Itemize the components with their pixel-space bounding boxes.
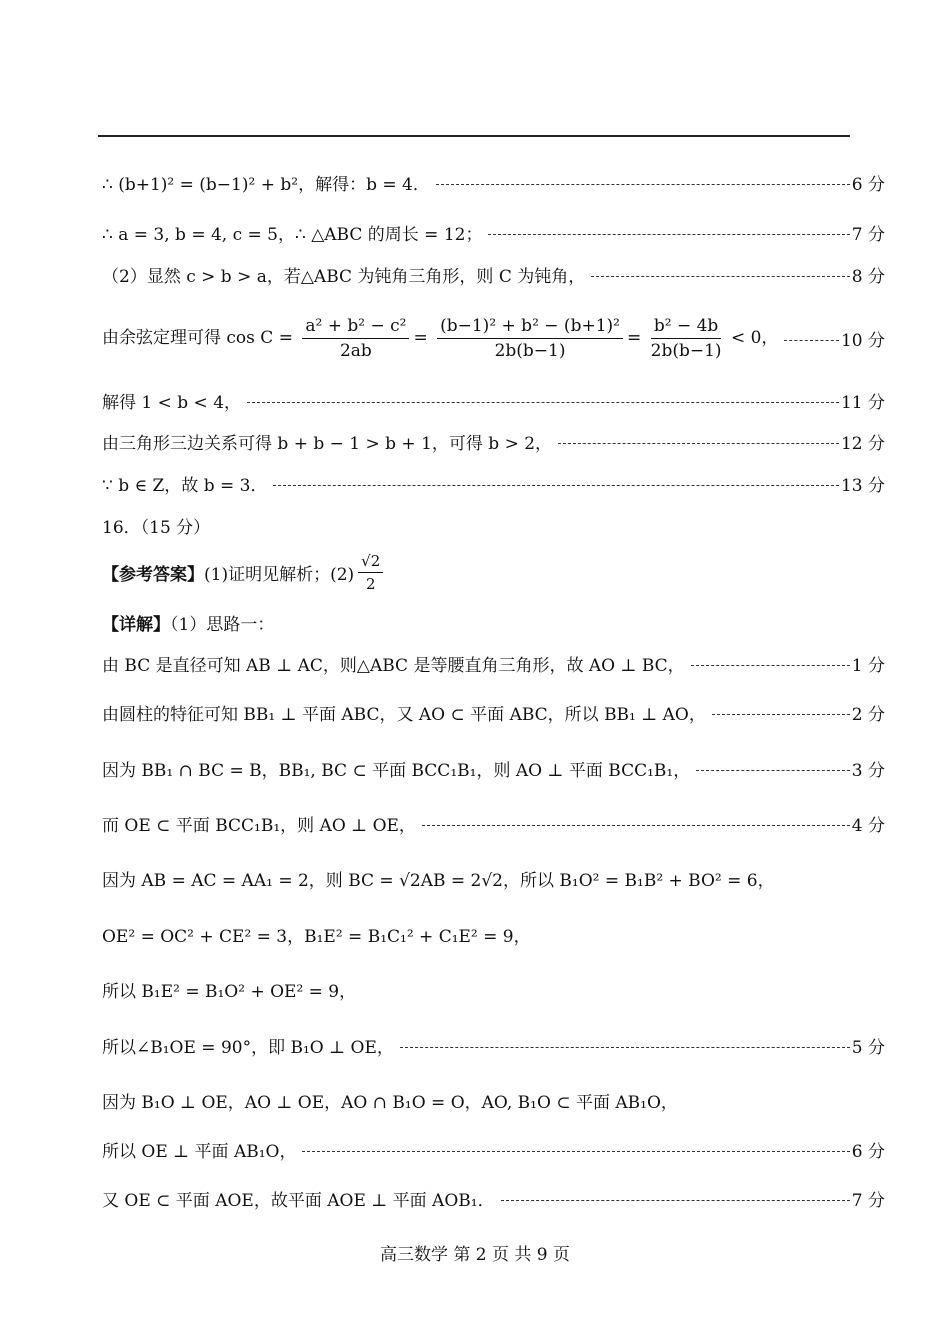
dotted-leader	[436, 184, 850, 185]
solution-line	[102, 756, 885, 781]
points-label: 7 分	[851, 225, 885, 245]
solution-line	[102, 1137, 885, 1162]
reference-answer	[102, 552, 387, 593]
detail-label: 【详解】	[102, 615, 170, 635]
dotted-leader	[273, 485, 838, 486]
line-text: 由 BC 是直径可知 AB ⊥ AC，则△ABC 是等腰直角三角形，故 AO ⊥ BC，	[102, 656, 685, 676]
plain-line: 因为 B₁O ⊥ OE，AO ⊥ OE，AO ∩ B₁O = O，AO, B₁O ⊂ 平面 AB₁O，	[102, 1093, 678, 1113]
points-label: 6 分	[851, 1142, 885, 1162]
fraction	[302, 316, 409, 361]
points-label: 2 分	[851, 705, 885, 725]
dotted-leader	[501, 1200, 850, 1201]
dotted-leader	[247, 402, 839, 403]
dotted-leader	[488, 234, 849, 235]
page-footer: 高三数学 第 2 页 共 9 页	[379, 1245, 571, 1265]
solution-line	[102, 811, 885, 836]
line-text: 因为 BB₁ ∩ BC = B，BB₁, BC ⊂ 平面 BCC₁B₁，则 AO ⊥ 平面 BCC₁B₁，	[102, 761, 691, 781]
dotted-leader	[400, 1047, 850, 1048]
points-label: 13 分	[840, 476, 885, 496]
fraction-denominator: 2	[365, 575, 376, 593]
header-rule	[98, 135, 850, 137]
detail-text: （1）思路一：	[170, 615, 275, 635]
line-text: ∴ (b+1)² = (b−1)² + b²，解得：b = 4．	[102, 175, 430, 195]
cosine-suffix: < 0，	[730, 327, 779, 348]
solution-line	[102, 700, 885, 725]
line-text: 由圆柱的特征可知 BB₁ ⊥ 平面 ABC，又 AO ⊂ 平面 ABC，所以 BB₁ ⊥ AO，	[102, 705, 706, 725]
plain-line: 所以 B₁E² = B₁O² + OE² = 9，	[102, 982, 357, 1002]
solution-line	[102, 1186, 885, 1211]
dotted-leader	[712, 714, 850, 715]
points-label: 4 分	[851, 816, 885, 836]
dotted-leader	[558, 443, 839, 444]
points-label: 5 分	[851, 1038, 885, 1058]
dotted-leader	[422, 825, 850, 826]
fraction-numerator: a² + b² − c²	[302, 316, 409, 339]
solution-line	[102, 262, 885, 287]
fraction	[358, 552, 383, 593]
detail-heading	[102, 610, 274, 635]
cosine-formula: 由余弦定理可得 cos C = $\frac{\text{a² + b² − c²}}{2ab}$ = $\frac{\text{(b−1)² + b² − (b+1)²}}{2b(b-1)}$ = $\frac{\text{b² − 4b}}{2b(b-1)}$ < 0，	[102, 315, 779, 361]
solution-line	[102, 1033, 885, 1058]
line-text: （2）显然 c > b > a，若△ABC 为钝角三角形，则 C 为钝角，	[102, 267, 586, 287]
line-text: ∴ a = 3, b = 4, c = 5，∴ △ABC 的周长 = 12；	[102, 225, 483, 245]
points-label: 6 分	[851, 175, 885, 195]
solution-line	[102, 651, 885, 676]
points-label: 11 分	[840, 393, 885, 413]
answer-label: 【参考答案】	[102, 565, 204, 585]
dotted-leader	[696, 770, 850, 771]
fraction	[437, 316, 623, 361]
line-text: 又 OE ⊂ 平面 AOE，故平面 AOE ⊥ 平面 AOB₁．	[102, 1191, 495, 1211]
line-text: 由三角形三边关系可得 b + b − 1 > b + 1，可得 b > 2，	[102, 434, 553, 454]
points-label: 10 分	[840, 330, 885, 351]
dotted-leader	[302, 1151, 849, 1152]
points-label: 8 分	[851, 267, 885, 287]
line-text: 所以 OE ⊥ 平面 AB₁O，	[102, 1142, 297, 1162]
points-label: 12 分	[840, 434, 885, 454]
cosine-line	[102, 308, 885, 368]
line-text: 所以∠B₁OE = 90°，即 B₁O ⊥ OE，	[102, 1038, 394, 1058]
solution-line	[102, 220, 885, 245]
dotted-leader	[691, 665, 850, 666]
fraction-denominator: 2ab	[339, 340, 372, 361]
fraction-denominator: 2b(b−1)	[650, 340, 722, 361]
fraction-numerator: (b−1)² + b² − (b+1)²	[437, 316, 623, 339]
plain-line: OE² = OC² + CE² = 3，B₁E² = B₁C₁² + C₁E² = 9，	[102, 927, 531, 947]
points-label: 3 分	[851, 761, 885, 781]
question-header: 16．（15 分）	[102, 518, 211, 538]
fraction-numerator: √2	[358, 552, 383, 573]
line-text: 而 OE ⊂ 平面 BCC₁B₁，则 AO ⊥ OE，	[102, 816, 416, 836]
solution-line	[102, 471, 885, 496]
answer-text: (1)证明见解析；(2)	[204, 565, 355, 585]
cosine-prefix: 由余弦定理可得 cos C =	[102, 327, 293, 348]
points-label: 7 分	[851, 1191, 885, 1211]
fraction	[651, 316, 722, 361]
solution-line	[102, 429, 885, 454]
dotted-leader	[591, 276, 850, 277]
solution-line	[102, 170, 885, 195]
points-label: 1 分	[851, 656, 885, 676]
fraction-numerator: b² − 4b	[651, 316, 721, 339]
line-text: ∵ b ∈ Z，故 b = 3．	[102, 476, 268, 496]
fraction-denominator: 2b(b−1)	[494, 340, 566, 361]
dotted-leader	[784, 340, 839, 341]
solution-line	[102, 388, 885, 413]
line-text: 解得 1 < b < 4，	[102, 393, 242, 413]
plain-line: 因为 AB = AC = AA₁ = 2，则 BC = √2AB = 2√2，所以 B₁O² = B₁B² + BO² = 6，	[102, 871, 775, 891]
